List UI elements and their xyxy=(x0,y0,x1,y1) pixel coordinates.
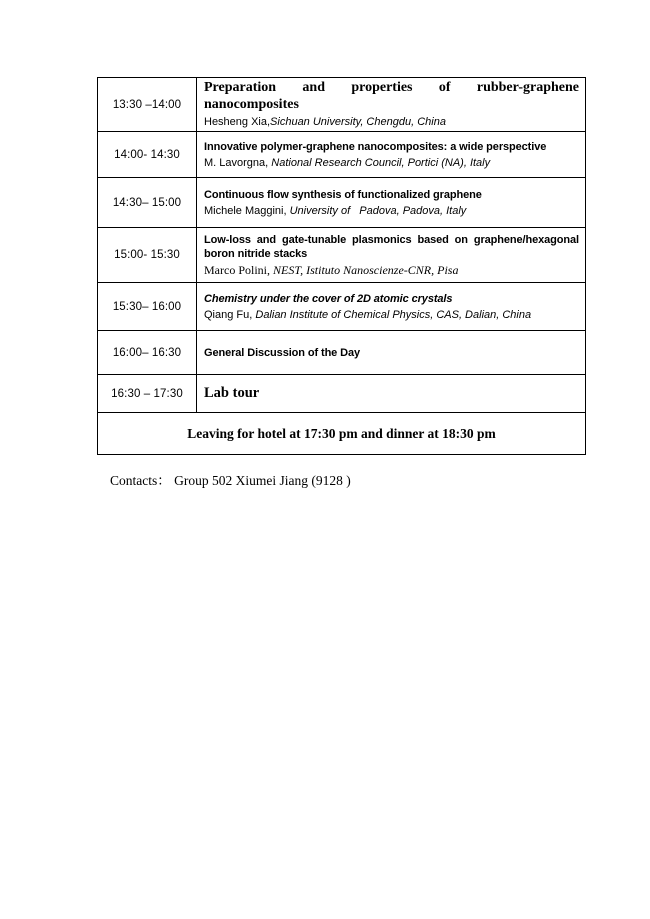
time-text: 16:00– 16:30 xyxy=(112,346,182,359)
session-cell xyxy=(197,283,585,330)
speaker-affiliation: Sichuan University, Chengdu, China xyxy=(270,116,446,128)
talk-speaker xyxy=(204,264,579,277)
speaker-affiliation: NEST, Istituto Nanoscienze-CNR, Pisa xyxy=(270,263,459,277)
session-cell xyxy=(197,228,585,282)
table-row xyxy=(98,283,585,331)
talk-title: Lab tour xyxy=(204,385,260,401)
talk-speaker xyxy=(204,157,579,170)
time-cell xyxy=(98,375,197,412)
time-cell xyxy=(98,283,197,330)
talk-speaker xyxy=(204,116,579,129)
time-text: 14:00- 14:30 xyxy=(114,148,180,161)
table-row xyxy=(98,178,585,228)
speaker-name: Marco Polini, xyxy=(204,263,270,277)
contacts-label: Contacts： xyxy=(110,473,171,488)
time-text: 14:30– 15:00 xyxy=(112,196,182,209)
table-row xyxy=(98,331,585,375)
session-cell xyxy=(197,375,585,412)
time-cell xyxy=(98,228,197,282)
talk-title: Chemistry under the cover of 2D atomic crystals xyxy=(204,292,453,305)
talk-speaker xyxy=(204,205,579,218)
table-row xyxy=(98,78,585,132)
speaker-affiliation: University of Padova, Padova, Italy xyxy=(286,204,467,217)
speaker-name: Hesheng Xia, xyxy=(204,116,271,128)
time-text: 15:30– 16:00 xyxy=(112,300,182,313)
session-cell xyxy=(197,132,585,177)
speaker-name: Qiang Fu, xyxy=(204,308,253,321)
talk-title: Preparation and properties of rubber-graphene nanocomposites xyxy=(204,80,579,112)
talk-title: General Discussion of the Day xyxy=(204,346,361,359)
time-cell xyxy=(98,178,197,227)
session-cell xyxy=(197,78,585,131)
contacts-line xyxy=(110,469,351,489)
speaker-name: M. Lavorgna, xyxy=(204,156,269,169)
time-text: 13:30 –14:00 xyxy=(112,98,182,111)
speaker-affiliation: Dalian Institute of Chemical Physics, CAS, Dalian, China xyxy=(252,308,532,321)
session-cell xyxy=(197,178,585,227)
time-text: 16:30 – 17:30 xyxy=(111,387,183,400)
talk-speaker xyxy=(204,309,579,322)
speaker-affiliation: National Research Council, Portici (NA), Italy xyxy=(268,156,491,169)
time-text: 15:00- 15:30 xyxy=(114,249,180,261)
table-row xyxy=(98,375,585,413)
contacts-value: Group 502 Xiumei Jiang (9128 ) xyxy=(170,473,351,488)
table-row-merged xyxy=(98,413,585,454)
schedule-table xyxy=(97,77,586,455)
session-cell xyxy=(197,331,585,374)
note-cell xyxy=(98,413,585,454)
table-row xyxy=(98,132,585,178)
time-cell xyxy=(98,331,197,374)
speaker-name: Michele Maggini, xyxy=(204,204,287,217)
talk-title: Low-loss and gate-tunable plasmonics based on graphene/hexagonal boron nitride stacks xyxy=(204,234,579,260)
time-cell xyxy=(98,78,197,131)
note-text: Leaving for hotel at 17:30 pm and dinner at 18:30 pm xyxy=(187,425,496,441)
time-cell xyxy=(98,132,197,177)
talk-title: Innovative polymer-graphene nanocomposites: a wide perspective xyxy=(204,140,547,153)
table-row xyxy=(98,228,585,283)
talk-title: Continuous flow synthesis of functionalized graphene xyxy=(204,188,482,201)
